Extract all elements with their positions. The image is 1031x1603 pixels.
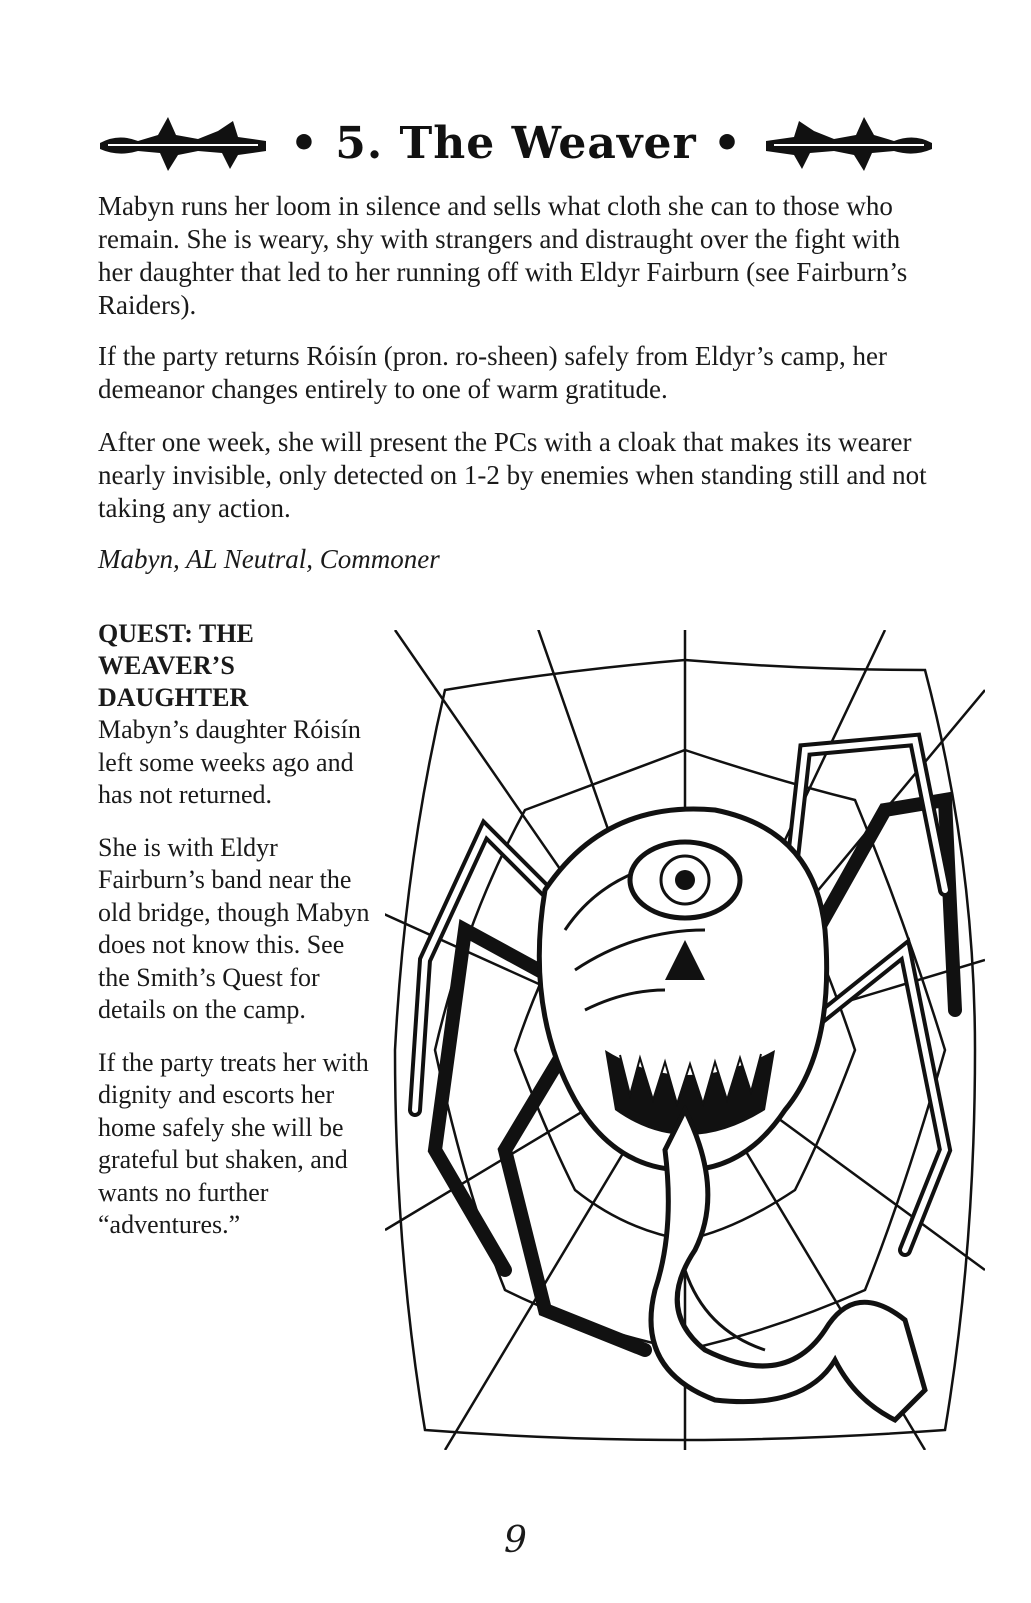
intro-paragraph: After one week, she will present the PCs with a cloak that makes its wearer nearly invisible, only detected on 1-2 by enemies when standing still and not taking any action. bbox=[98, 427, 927, 523]
quest-heading: QUEST: THE WEAVER’S DAUGHTER bbox=[98, 619, 254, 712]
intro-paragraph: If the party returns Róisín (pron. ro-sheen) safely from Eldyr’s camp, her demeanor changes entirely to one of warm gratitude. bbox=[98, 341, 888, 404]
quest-paragraph: Mabyn’s daughter Róisín left some weeks ago and has not returned. bbox=[98, 715, 361, 809]
left-flourish-ornament-icon bbox=[98, 111, 268, 175]
stat-line: Mabyn, AL Neutral, Commoner bbox=[98, 544, 440, 574]
skull-spider-illustration-icon bbox=[385, 630, 985, 1450]
quest-paragraph: If the party treats her with dignity and escorts her home safely she will be grateful but shaken, and wants no further “adventures.” bbox=[98, 1047, 369, 1239]
chapter-title: • 5. The Weaver • bbox=[289, 117, 743, 169]
chapter-header bbox=[98, 108, 934, 178]
quest-sidebar bbox=[98, 618, 380, 1262]
page-number: 9 bbox=[504, 1520, 527, 1561]
quest-paragraph: She is with Eldyr Fairburn’s band near the old bridge, though Mabyn does not know this. See the Smith’s Quest for details on the camp. bbox=[98, 832, 370, 1024]
intro-paragraph: Mabyn runs her loom in silence and sells what cloth she can to those who remain. She is weary, shy with strangers and distraught over the fight with her daughter that led to her running off with Eldyr Fairburn (see Fairburn’s Raiders). bbox=[98, 191, 908, 320]
right-flourish-ornament-icon bbox=[764, 111, 934, 175]
